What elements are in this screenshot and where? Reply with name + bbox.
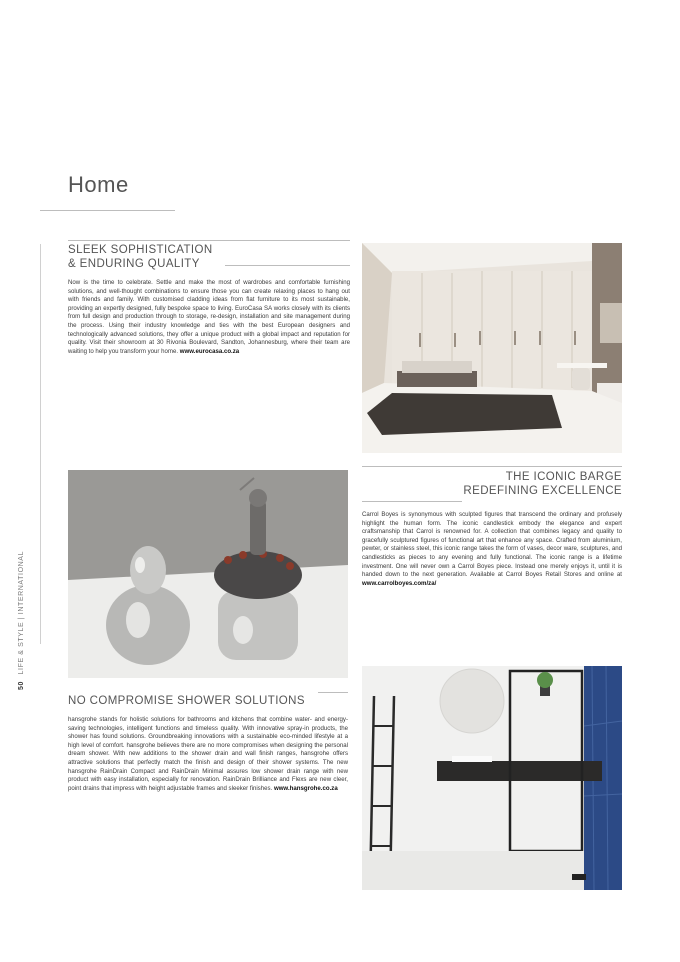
- page-number: 50: [18, 681, 25, 690]
- article2-heading: [362, 470, 622, 498]
- article2-link[interactable]: www.carrolboyes.com/za/: [362, 579, 437, 587]
- article3-heading-rule: [318, 692, 348, 693]
- article1-heading: [68, 243, 213, 271]
- article2-heading-line1: THE ICONIC BARGE: [505, 471, 622, 483]
- bedroom-photo: [362, 243, 622, 453]
- side-label-text: LIFE & STYLE | INTERNATIONAL: [18, 550, 25, 675]
- article2-body: [362, 511, 622, 661]
- article1-heading-rule: [225, 265, 350, 266]
- article1-heading-line1: SLEEK SOPHISTICATION: [68, 244, 213, 256]
- side-label: [18, 551, 25, 690]
- article1-link[interactable]: www.eurocasa.co.za: [179, 347, 240, 355]
- article1-top-rule: [68, 240, 350, 241]
- article3-link[interactable]: www.hansgrohe.co.za: [273, 784, 338, 792]
- side-divider: [40, 244, 41, 644]
- article2-heading-line2: REDEFINING EXCELLENCE: [463, 485, 622, 497]
- article2-heading-rule: [362, 501, 462, 502]
- bathroom-photo: [362, 666, 622, 890]
- article2-top-rule: [362, 466, 622, 467]
- section-title: Home: [68, 172, 129, 197]
- article1-body: [68, 279, 350, 455]
- article3-body-text: hansgrohe stands for holistic solutions for bathrooms and kitchens that combine water- and energy-saving technologies, intelligent functions and timeless quality. With innovative spray-in products, the shower has found solutions. Groundbreaking innovations with a sustainable eco-minded lifestyle at a high level of comfort. hansgrohe believes there are no more compromises when designing the personal dream shower. With new additions to the shower drain and wall finish ranges, hansgrohe offers attractive solutions that perfectly match the finish and design of their shower systems. The new hansgrohe RainDrain Compact and RainDrain Minimal assures low shower drain range with new product with easy installation, especially for renovation. RainDrain Brilliance and Flexs are new cleer, point drains that impress with height adjustable frames and sleeker finishes.: [68, 716, 348, 792]
- article1-heading-line2: & ENDURING QUALITY: [68, 258, 200, 270]
- title-divider: [40, 210, 175, 211]
- candleholder-photo: [68, 470, 348, 678]
- article3-heading: NO COMPROMISE SHOWER SOLUTIONS: [68, 695, 305, 707]
- article2-body-text: Carrol Boyes is synonymous with sculpted figures that transcend the ordinary and profusely highlight the human form. The iconic candlestick embody the elegance and expert craftsmanship that Carrol is renowned for. A collection that combines legacy and quality to gracefully sculptured figures of functional art that enhance any space. Crafted from aluminium, pewter, or stainless steel, this iconic range takes the form of vases, decor ware, sculptures, and candlesticks as pieces to any evening and fully functional. The iconic range is a lifetime investment. One will never own a Carrol Boyes piece. Instead one merely enjoys it, until it is handed down to the next generation. Available at Carrol Boyes Retail Stores and online at: [362, 511, 622, 579]
- article3-body: [68, 716, 348, 892]
- article1-body-text: Now is the time to celebrate. Settle and make the most of wardrobes and comfortable furnishing solutions, and well-thought combinations to ensure those you can create relaxing places to hang out with friends and family. With customised cladding ideas from flat furniture to its most sustainable, providing an expertly designed, fully bespoke space to living. EuroCasa SA works closely with its clients from full design and production through to storage, re-design, installation and site management during the process. Using their industry knowledge and ties with the best European designers and technologically advanced solutions, they offer a unique product with a global impact and reputation for quality. Visit their showroom at 30 Rivonia Boulevard, Sandton, Johannesburg, where their team are waiting to help you transform your home.: [68, 279, 350, 355]
